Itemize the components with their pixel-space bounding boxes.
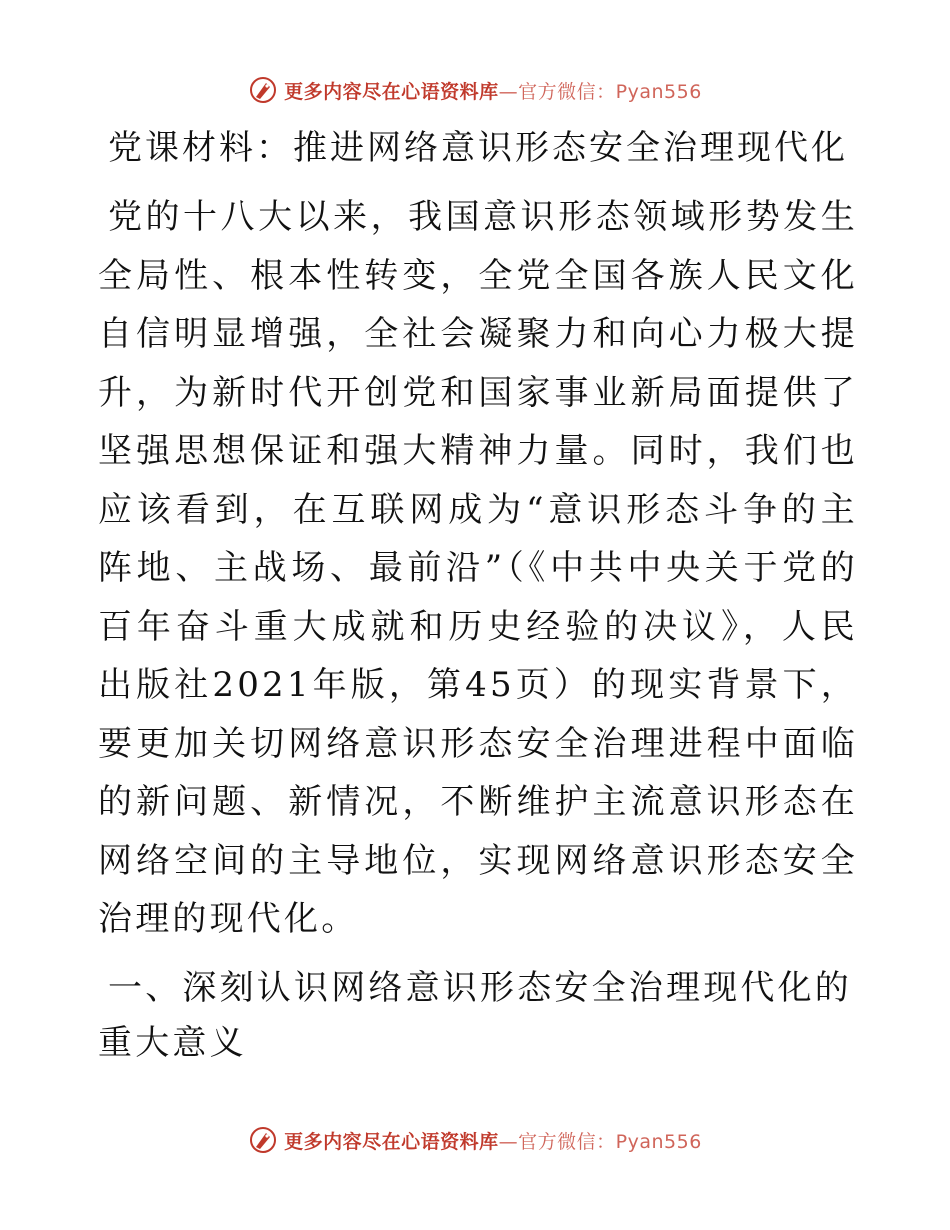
watermark-text: 更多内容尽在心语资料库—官方微信：Pyan556 [284, 80, 702, 103]
footer-watermark [0, 1120, 950, 1160]
document-title: 党课材料：推进网络意识形态安全治理现代化 [108, 128, 848, 168]
header-watermark [0, 70, 950, 110]
pen-nib-logo-icon [248, 75, 278, 105]
document-body [98, 122, 858, 1071]
watermark-text: 更多内容尽在心语资料库—官方微信：Pyan556 [284, 1130, 702, 1153]
pen-nib-logo-icon [248, 1125, 278, 1155]
section-heading: 一、深刻认识网络意识形态安全治理现代化的重大意义 [98, 967, 852, 1063]
body-paragraph: 党的十八大以来，我国意识形态领域形势发生全局性、根本性转变，全党全国各族人民文化自信明显增强，全社会凝聚力和向心力极大提升，为新时代开创党和国家事业新局面提供了坚强思想保证和强大精神力量。同时，我们也应该看到，在互联网成为“意识形态斗争的主阵地、主战场、最前沿”（《中共中央关于党的百年奋斗重大成就和历史经验的决议》，人民出版社2021年版，第45页）的现实背景下，要更加关切网络意识形态安全治理进程中面临的新问题、新情况，不断维护主流意识形态在网络空间的主导地位，实现网络意识形态安全治理的现代化。 [98, 197, 858, 939]
